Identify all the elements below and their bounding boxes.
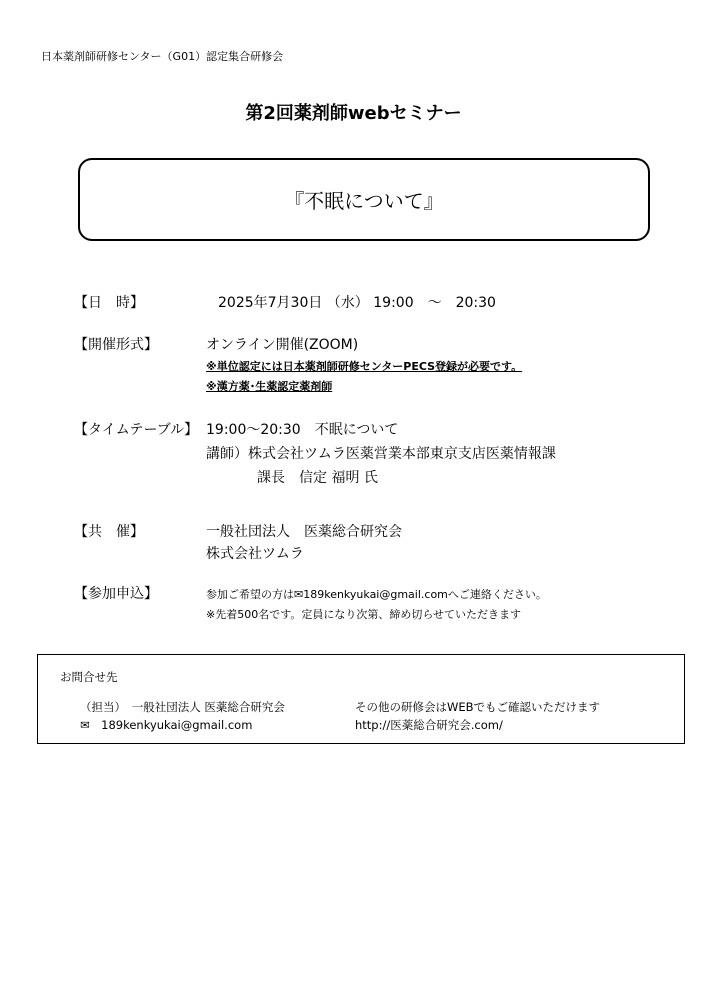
timetable-label: 【タイムテーブル】	[74, 422, 199, 438]
header-note: 日本薬剤師研修センター（G01）認定集合研修会	[41, 50, 284, 63]
schedule-label: 【日 時】	[74, 295, 144, 311]
timetable-lecturer-name: 課長 信定 福明 氏	[257, 470, 378, 486]
contact-url-link[interactable]: http://医薬総合研究会.com/	[355, 718, 503, 732]
topic-title: 『不眠について』	[284, 189, 444, 213]
timetable-session: 19:00～20:30 不眠について	[206, 422, 399, 438]
contact-person: （担当） 一般社団法人 医薬総合研究会	[80, 700, 285, 714]
format-label: 【開催形式】	[74, 337, 158, 353]
apply-label: 【参加申込】	[74, 586, 158, 602]
cohost-label: 【共 催】	[74, 524, 144, 540]
format-note-kampo: ※漢方薬･生薬認定薬剤師	[206, 380, 333, 393]
contact-web-note: その他の研修会はWEBでもご確認いただけます	[355, 700, 601, 714]
schedule-value: 2025年7月30日 （水） 19:00 ～ 20:30	[218, 295, 496, 311]
topic-box	[78, 158, 650, 241]
contact-email[interactable]: ✉ 189kenkyukai@gmail.com	[80, 718, 253, 732]
apply-instructions: 参加ご希望の方は✉189kenkyukai@gmail.comへご連絡ください。	[206, 588, 547, 601]
page-title: 第2回薬剤師webセミナー	[245, 103, 462, 124]
format-note-pecs: ※単位認定には日本薬剤師研修センターPECS登録が必要です。	[206, 360, 523, 373]
contact-heading: お問合せ先	[60, 670, 118, 684]
timetable-lecturer: 講師）株式会社ツムラ医薬営業本部東京支店医薬情報課	[206, 446, 556, 462]
apply-capacity-note: ※先着500名です。定員になり次第、締め切らせていただきます	[206, 608, 522, 621]
contact-box	[37, 654, 685, 744]
format-value: オンライン開催(ZOOM)	[206, 337, 359, 353]
cohost-org2: 株式会社ツムラ	[206, 546, 304, 562]
cohost-org1: 一般社団法人 医薬総合研究会	[206, 524, 402, 540]
